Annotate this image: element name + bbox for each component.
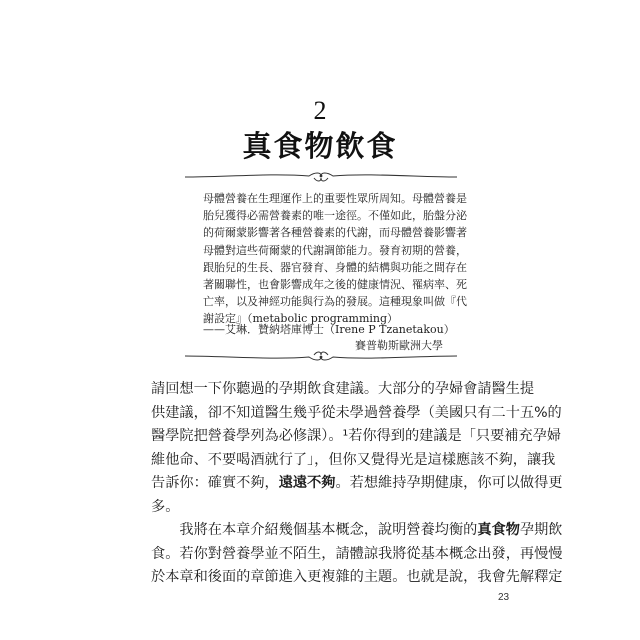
- ornament-bottom-divider: [183, 349, 459, 363]
- chapter-number: 2: [313, 96, 327, 125]
- epigraph-line: 胎兒獲得必需營養素的唯一途徑。不僅如此，胎盤分泌: [203, 209, 467, 223]
- epigraph-line: 跟胎兒的生長、器官發育、身體的結構與功能之間存在: [203, 260, 467, 274]
- ornament-top-divider: [183, 170, 459, 184]
- emphasis-text: 遠遠不夠: [278, 475, 336, 491]
- epigraph-affiliation: 賽普勒斯歐洲大學: [355, 339, 443, 352]
- epigraph-quote: [203, 190, 467, 328]
- body-text-segment: 。若想維持孕期健康，你可以做得更: [335, 475, 563, 491]
- body-text-segment: 孕期飲: [519, 522, 563, 538]
- epigraph-line: 母體營養在生理運作上的重要性眾所周知。母體營養是: [203, 192, 467, 205]
- body-line: 多。: [151, 498, 180, 515]
- body-line: 食。若你對營養學並不陌生，請體諒我將從基本概念出發，再慢慢: [151, 545, 563, 562]
- body-line: [151, 472, 563, 496]
- epigraph-line: 謝設定』（metabolic programming）: [203, 312, 399, 326]
- body-text: [151, 378, 563, 590]
- body-line: 於本章和後面的章節進入更複雜的主題。也就是說，我會先解釋定: [151, 569, 563, 585]
- body-line: [151, 519, 563, 543]
- body-line: 供建議，卻不知道醫生幾乎從未學過營養學（美國只有二十五%的: [151, 404, 562, 421]
- body-line: 醫學院把營養學列為必修課）。¹若你得到的建議是「只要補充孕婦: [151, 428, 562, 444]
- epigraph-line: 著關聯性，也會影響成年之後的健康情況、罹病率、死: [203, 277, 467, 291]
- body-line: 維他命、不要喝酒就行了」，但你又覺得光是這樣應該不夠，讓我: [151, 451, 556, 468]
- body-text-segment: 告訴你：確實不夠，: [151, 475, 279, 491]
- page-number: 23: [498, 592, 510, 603]
- emphasis-text: 真食物: [477, 522, 520, 538]
- body-line: 請回想一下你聽過的孕期飲食建議。大部分的孕婦會請醫生提: [151, 381, 535, 397]
- epigraph-line: 亡率，以及神經功能與行為的發展。這種現象叫做『代: [203, 295, 467, 309]
- epigraph-author: ——艾琳．贊納塔庫博士（Irene P Tzanetakou）: [203, 323, 455, 336]
- epigraph-line: 母體對這些荷爾蒙的代謝調節能力。發育初期的營養，: [203, 243, 467, 257]
- epigraph-line: 的荷爾蒙影響著各種營養素的代謝，而母體營養影響著: [203, 226, 467, 240]
- body-text-segment: 我將在本章介紹幾個基本概念，說明營養均衡的: [151, 522, 478, 538]
- chapter-title: 真食物飲食: [242, 129, 398, 163]
